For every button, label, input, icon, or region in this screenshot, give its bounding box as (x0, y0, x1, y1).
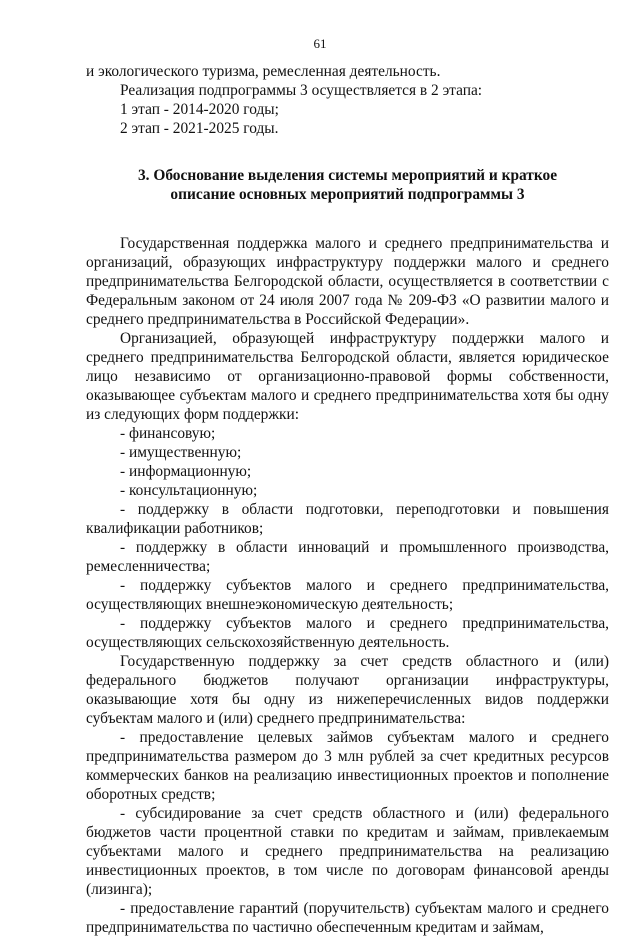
list-item: - информационную; (120, 463, 252, 480)
list-item: - предоставление целевых займов субъектам малого и среднего предпринимательства размером до 3 млн рублей за счет кредитных ресурсов коммерческих банков на реализацию инвестиционных проектов и пополнение оборотных средств; (86, 729, 609, 803)
paragraph: Государственная поддержка малого и среднего предпринимательства и организаций, образующих инфраструктуру поддержки малого и среднего предпринимательства Белгородской области, осуществляется в соответствии с Федеральным законом от 24 июля 2007 года № 209-ФЗ «О развитии малого и среднего предпринимательства в Российской Федерации». (86, 235, 609, 328)
section-heading (86, 166, 609, 204)
list-item: - поддержку в области инноваций и промышленного производства, ремесленничества; (86, 539, 609, 575)
heading-line: 3. Обоснование выделения системы мероприятий и краткое (137, 167, 558, 184)
list-item: - имущественную; (120, 444, 242, 461)
text-line: Реализация подпрограммы 3 осуществляется в 2 этапа: (120, 82, 483, 99)
list-item: - предоставление гарантий (поручительств) субъектам малого и среднего предпринимательства по частично обеспеченным кредитам и займам, (86, 900, 609, 936)
list-item: - поддержку субъектов малого и среднего предпринимательства, осуществляющих внешнеэкономическую деятельность; (86, 577, 609, 613)
heading-line: описание основных мероприятий подпрограммы 3 (170, 186, 525, 203)
page-number: 61 (313, 36, 327, 51)
list-item: - поддержку субъектов малого и среднего предпринимательства, осуществляющих сельскохозяйственную деятельность. (86, 615, 609, 651)
paragraph: Государственную поддержку за счет средств областного и (или) федерального бюджетов получают организации инфраструктуры, оказывающие хотя бы одну из нижеперечисленных видов поддержки субъектам малого и (или) среднего предпринимательства: (86, 653, 609, 727)
list-item: - поддержку в области подготовки, переподготовки и повышения квалификации работников; (86, 501, 609, 537)
document-body (86, 62, 609, 937)
list-item: - финансовую; (120, 425, 216, 442)
stage-line: 1 этап - 2014-2020 годы; (120, 101, 279, 118)
stage-line: 2 этап - 2021-2025 годы. (120, 120, 279, 137)
list-item: - субсидирование за счет средств областного и (или) федерального бюджетов части процентной ставки по кредитам и займам, привлекаемым субъектами малого и среднего предпринимательства на реализацию инвестиционных проектов, в том числе по договорам финансовой аренды (лизинга); (86, 805, 609, 898)
list-item: - консультационную; (120, 482, 258, 499)
paragraph: Организацией, образующей инфраструктуру поддержки малого и среднего предпринимательства Белгородской области, является юридическое лицо независимо от организационно-правовой формы собственности, оказывающее субъектам малого и среднего предпринимательства хотя бы одну из следующих форм поддержки: (86, 330, 609, 423)
text-line: и экологического туризма, ремесленная деятельность. (86, 63, 441, 80)
